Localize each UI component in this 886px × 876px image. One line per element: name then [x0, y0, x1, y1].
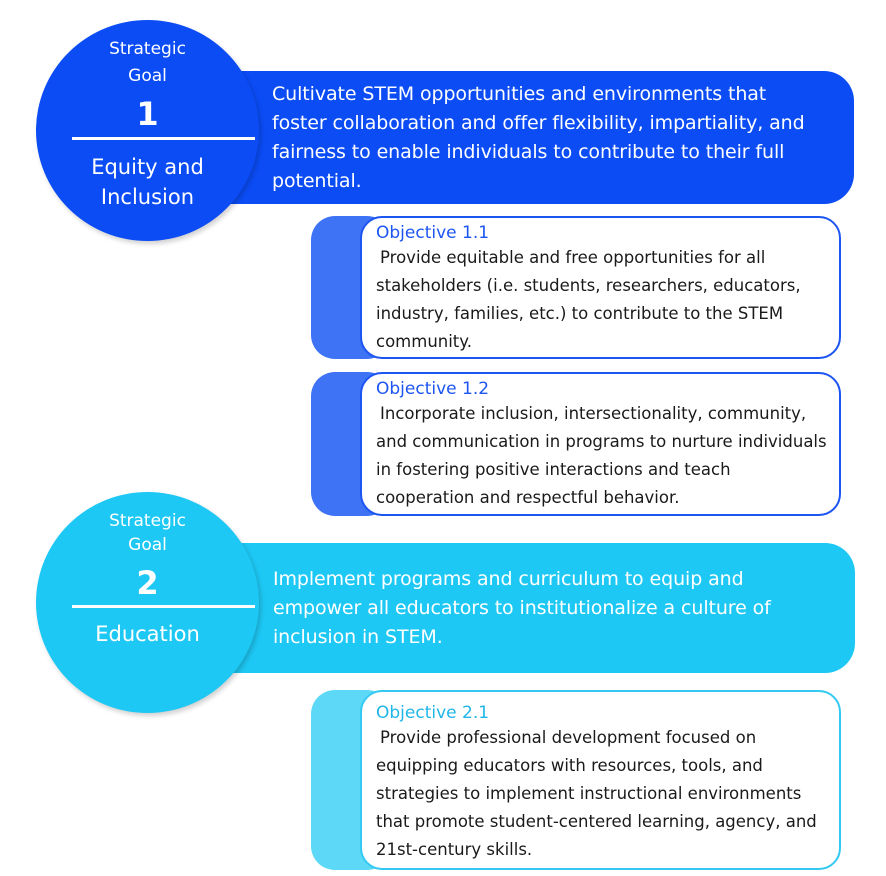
objective-1-1-text: Provide equitable and free opportunities for all stakeholders (i.e. students, researchers, educators, industry, families, etc.) to contribute to the STEM community.: [376, 248, 801, 351]
objective-1-1-card: [360, 216, 841, 359]
goal-1-label-goal: Goal: [128, 66, 167, 86]
goal-2-divider: [72, 605, 255, 608]
goal-1-label-strategic: Strategic: [109, 39, 186, 59]
goal-1-number: 1: [136, 95, 159, 133]
objective-1-2-card: [360, 372, 841, 516]
objective-1-2-title: Objective 1.2: [376, 379, 490, 399]
goal-1-divider: [72, 137, 255, 140]
goal-2-circle: [36, 492, 259, 713]
goal-1-description: Cultivate STEM opportunities and environments that foster collaboration and offer flexibility, impartiality, and fairness to enable individuals to contribute to their full potential.: [272, 82, 805, 192]
goal-2-number: 2: [136, 564, 159, 602]
goal-2-name: Education: [95, 622, 200, 646]
goal-2-description: Implement programs and curriculum to equip and empower all educators to institutionalize a culture of inclusion in STEM.: [273, 567, 771, 648]
objective-1-1-title: Objective 1.1: [376, 223, 490, 243]
objective-2-1-title: Objective 2.1: [376, 703, 490, 723]
objective-2-1-card: [360, 690, 841, 870]
goal-1-name-line1: Equity and: [91, 155, 204, 179]
goal-1-description-banner: [190, 71, 854, 204]
objective-2-1-text: Provide professional development focused on equipping educators with resources, tools, and strategies to implement instructional environments that promote student-centered learning, agency, and 21st-century skills.: [376, 728, 817, 859]
goal-1-name-line2: Inclusion: [100, 185, 195, 209]
goal-1-circle: [36, 20, 259, 241]
goal-2-description-banner: [195, 543, 855, 673]
objective-1-2-text: Incorporate inclusion, intersectionality, community, and communication in programs to nurture individuals in fostering positive interactions and teach cooperation and respectful behavior.: [376, 404, 827, 507]
goal-2-label-goal: Goal: [128, 535, 167, 555]
goal-2-label-strategic: Strategic: [109, 511, 186, 531]
